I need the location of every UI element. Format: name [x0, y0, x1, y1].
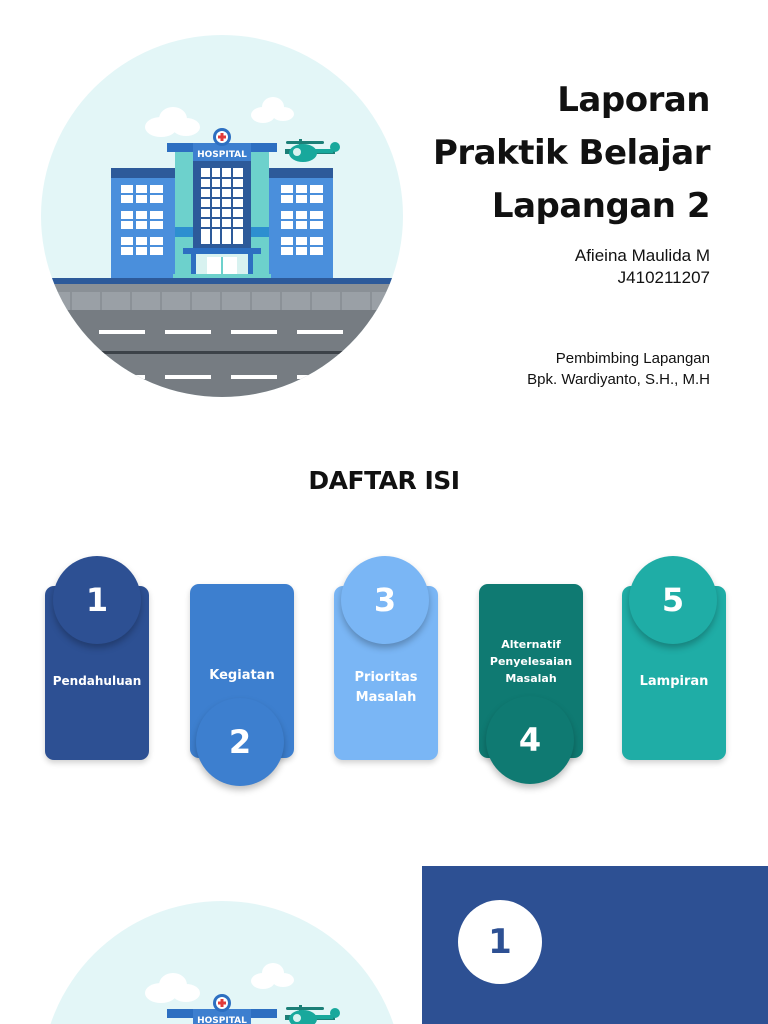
- toc-number-badge[interactable]: 1: [53, 556, 141, 644]
- author-name: Afieina Maulida M: [574, 246, 710, 265]
- hospital-sign: HOSPITAL: [197, 1016, 247, 1024]
- title-line-1: Laporan: [557, 80, 710, 120]
- hospital-icon: [41, 901, 403, 1024]
- section-panel: [422, 866, 768, 1024]
- mentor-label: Pembimbing Lapangan: [555, 350, 710, 367]
- toc-number-badge[interactable]: 3: [341, 556, 429, 644]
- mentor-name: Bpk. Wardiyanto, S.H., M.H: [527, 371, 710, 388]
- author-block: [575, 245, 710, 289]
- hospital-illustration: [41, 901, 403, 1024]
- hospital-icon: [41, 35, 403, 397]
- toc-label: Kegiatan: [209, 668, 275, 683]
- toc-number-badge[interactable]: 4: [486, 696, 574, 784]
- toc-label: Alternatif Penyelesaian Masalah: [489, 638, 573, 685]
- hospital-sign: HOSPITAL: [197, 150, 247, 160]
- section-number-badge: 1: [458, 900, 542, 984]
- toc-number-badge[interactable]: 2: [196, 698, 284, 786]
- report-title: [433, 74, 710, 233]
- toc-number-badge[interactable]: 5: [629, 556, 717, 644]
- cover-slide: [0, 0, 768, 432]
- helicopter-icon: [285, 1005, 340, 1024]
- toc-title: DAFTAR ISI: [308, 466, 460, 495]
- section-slide: [0, 866, 768, 1024]
- helicopter-icon: [285, 139, 340, 162]
- hospital-illustration: [41, 35, 403, 397]
- title-line-3: Lapangan 2: [491, 186, 710, 226]
- mentor-block: [527, 348, 710, 390]
- toc-slide: [0, 432, 768, 864]
- author-id: J410211207: [617, 268, 710, 287]
- toc-label: Lampiran: [639, 674, 709, 689]
- title-line-2: Praktik Belajar: [432, 133, 710, 173]
- toc-label: Pendahuluan: [52, 674, 142, 688]
- toc-label: Prioritas Masalah: [354, 670, 418, 705]
